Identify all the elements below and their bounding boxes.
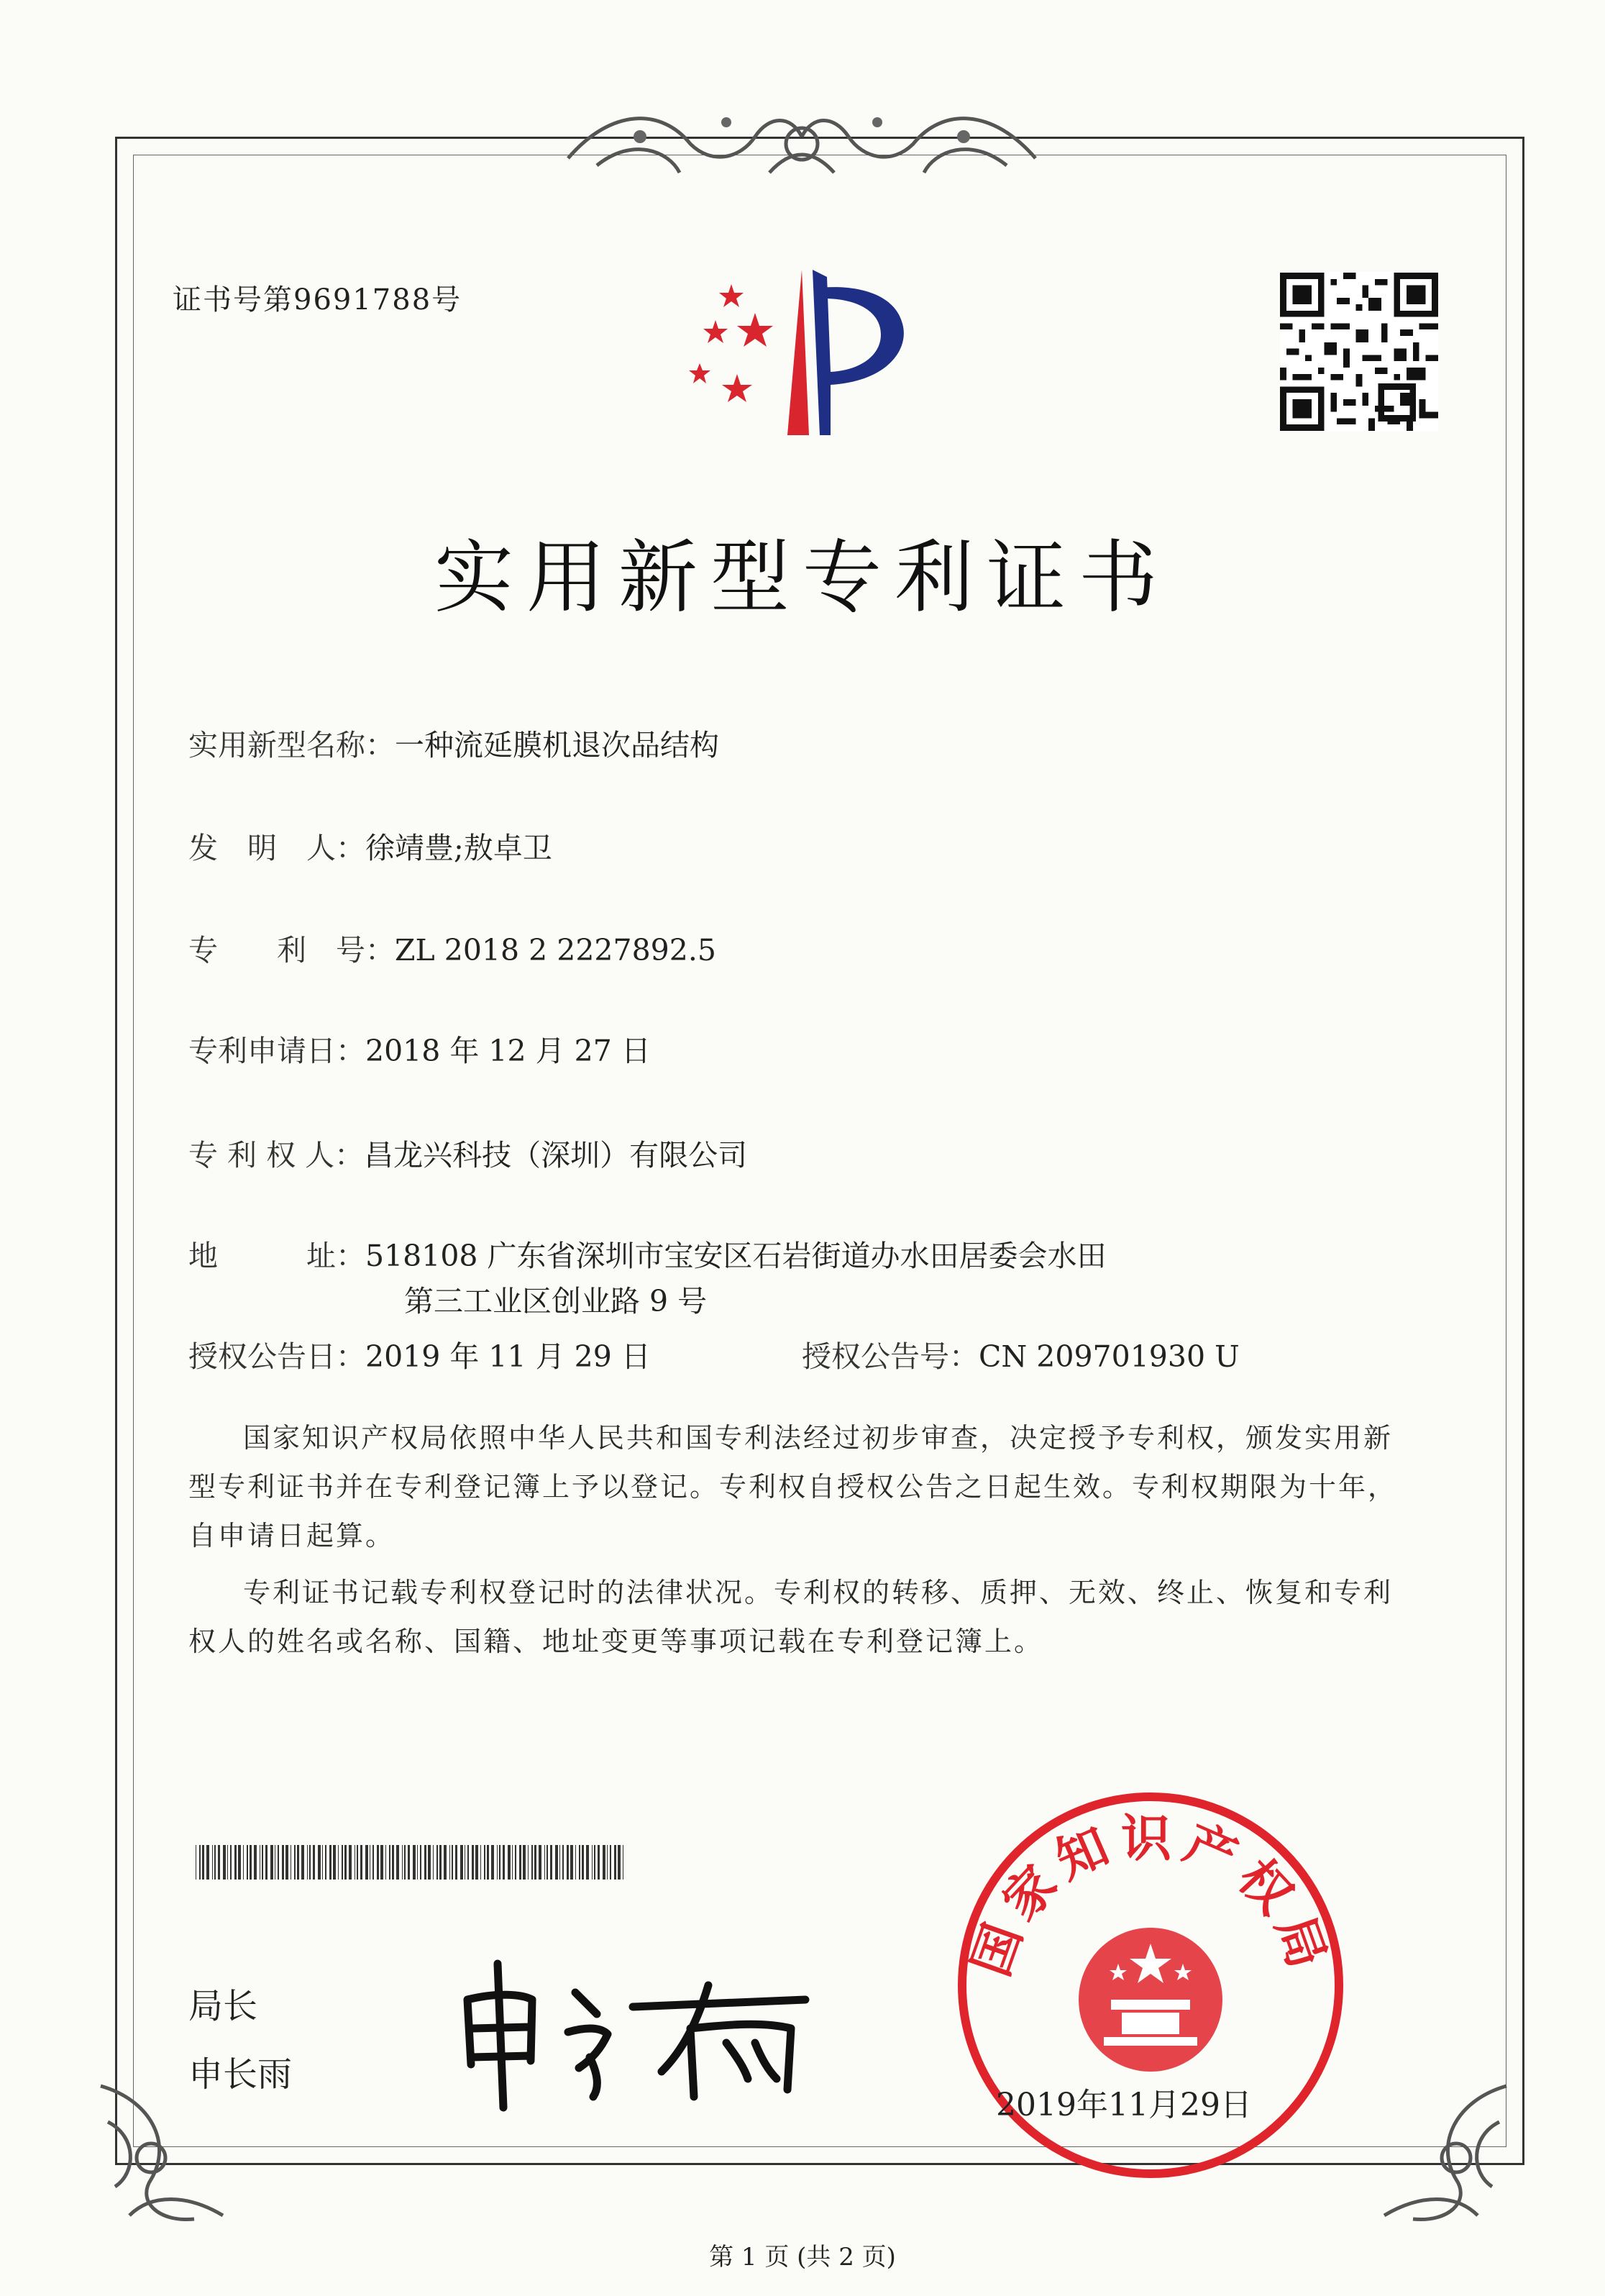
barcode-bar: [598, 1845, 600, 1880]
barcode-bar: [357, 1845, 358, 1880]
barcode-bar: [603, 1845, 605, 1880]
barcode-bar: [433, 1845, 434, 1880]
barcode-bar: [539, 1845, 541, 1880]
barcode-bar: [515, 1845, 516, 1880]
barcode-bar: [428, 1845, 431, 1880]
director-name: 申长雨: [188, 2054, 293, 2095]
field-announcement-number: [802, 1334, 1240, 1379]
field-value: 2018 年 12 月 27 日: [365, 1034, 651, 1068]
barcode-bar: [307, 1845, 308, 1880]
barcode-bar: [297, 1845, 299, 1880]
seal-text: 国家知识产权局: [961, 1808, 1340, 1984]
field-patent-number: [188, 928, 716, 972]
bottom-left-ornament-icon: [86, 2072, 244, 2237]
certificate-number: 证书号第9691788号: [173, 283, 462, 316]
field-value-line2: 第三工业区创业路 9 号: [404, 1284, 708, 1318]
barcode-bar: [455, 1845, 457, 1880]
barcode-bar: [534, 1845, 536, 1880]
field-announcement-date: [188, 1334, 651, 1379]
field-label: 专 利 权 人：: [188, 1138, 365, 1172]
field-utility-model-name: [188, 723, 719, 767]
barcode-bar: [309, 1845, 311, 1880]
body-paragraph-1: 国家知识产权局依照中华人民共和国专利法经过初步审查，决定授予专利权，颁发实用新型专利证书并在专利登记簿上予以登记。专利权自授权公告之日起生效。专利权期限为十年，自申请日起算。: [188, 1422, 1398, 1552]
barcode-bar: [413, 1845, 416, 1880]
qr-code: [1280, 272, 1438, 432]
seal-date: 2019年11月29日: [996, 2087, 1252, 2123]
barcode-bar: [234, 1845, 237, 1880]
field-patentee: [188, 1133, 747, 1177]
barcode-bar: [214, 1845, 216, 1880]
barcode-bar: [475, 1845, 478, 1880]
field-address-line2: [404, 1279, 707, 1324]
barcode-bar: [377, 1845, 379, 1880]
barcode-bar: [444, 1845, 447, 1880]
barcode-bar: [550, 1845, 552, 1880]
barcode-bar: [294, 1845, 296, 1880]
patent-office-emblem-icon: [687, 255, 931, 450]
barcode-bar: [278, 1845, 279, 1880]
barcode-bar: [449, 1845, 450, 1880]
barcode-bar: [372, 1845, 374, 1880]
barcode-bar: [452, 1845, 453, 1880]
barcode-bar: [265, 1845, 268, 1880]
barcode-bar: [325, 1845, 326, 1880]
barcode-bar: [365, 1845, 368, 1880]
barcode-bar: [385, 1845, 386, 1880]
director-title: 局长: [188, 1986, 258, 2026]
barcode-bar: [360, 1845, 362, 1880]
field-value: 一种流延膜机退次品结构: [395, 728, 719, 762]
barcode-bar: [439, 1845, 442, 1880]
field-value: CN 209701930 U: [979, 1339, 1240, 1374]
barcode-bar: [322, 1845, 323, 1880]
barcode-bar: [408, 1845, 410, 1880]
field-value-line1: 518108 广东省深圳市宝安区石岩街道办水田居委会水田: [365, 1239, 1107, 1273]
barcode-bar: [199, 1845, 201, 1880]
barcode-bar: [206, 1845, 209, 1880]
barcode-bar: [318, 1845, 321, 1880]
field-value: 昌龙兴科技（深圳）有限公司: [364, 1138, 748, 1172]
director-signature: [453, 1942, 827, 2115]
field-label: 授权公告号：: [802, 1339, 979, 1374]
barcode-bar: [503, 1845, 505, 1880]
barcode-bar: [404, 1845, 406, 1880]
barcode-bar: [586, 1845, 589, 1880]
bottom-right-ornament-icon: [1363, 2072, 1521, 2237]
barcode-bar: [230, 1845, 232, 1880]
barcode-bar: [562, 1845, 564, 1880]
body-paragraph-2: 专利证书记载专利权登记时的法律状况。专利权的转移、质押、无效、终止、恢复和专利权人的姓名或名称、国籍、地址变更等事项记载在专利登记簿上。: [188, 1577, 1394, 1657]
field-inventor: [188, 826, 552, 870]
barcode-bar: [262, 1845, 263, 1880]
barcode-bar: [392, 1845, 394, 1880]
barcode-bar: [594, 1845, 595, 1880]
barcode-bar: [508, 1845, 511, 1880]
barcode-bar: [499, 1845, 500, 1880]
barcode-bar: [342, 1845, 343, 1880]
barcode-bar: [531, 1845, 533, 1880]
barcode-bar: [380, 1845, 383, 1880]
barcode-bar: [614, 1845, 616, 1880]
barcode-bar: [333, 1845, 336, 1880]
barcode-bar: [227, 1845, 228, 1880]
barcode-bar: [544, 1845, 545, 1880]
barcode-bar: [254, 1845, 257, 1880]
barcode-bar: [313, 1845, 315, 1880]
barcode-bar: [618, 1845, 621, 1880]
field-label: 实用新型名称：: [188, 728, 395, 762]
barcode-bar: [349, 1845, 352, 1880]
barcode-bar: [282, 1845, 284, 1880]
barcode-bar: [607, 1845, 608, 1880]
page-number-footer: 第 1 页 (共 2 页): [709, 2243, 896, 2272]
barcode-bar: [582, 1845, 584, 1880]
barcode-bar: [570, 1845, 573, 1880]
barcode-bar: [218, 1845, 220, 1880]
barcode-bar: [519, 1845, 521, 1880]
barcode-bar: [436, 1845, 438, 1880]
field-label: 地 址：: [188, 1239, 365, 1273]
top-ornament-icon: [554, 94, 1050, 187]
barcode-bar: [559, 1845, 560, 1880]
barcode-bar: [512, 1845, 513, 1880]
barcode-bar: [420, 1845, 421, 1880]
barcode-bar: [247, 1845, 248, 1880]
barcode-bar: [338, 1845, 339, 1880]
barcode-bar: [523, 1845, 526, 1880]
barcode-bar: [555, 1845, 558, 1880]
field-label: 授权公告日：: [188, 1339, 365, 1374]
barcode-bar: [484, 1845, 485, 1880]
barcode-bar: [567, 1845, 569, 1880]
barcode-bar: [212, 1845, 213, 1880]
barcode-bar: [575, 1845, 576, 1880]
barcode-bar: [579, 1845, 580, 1880]
field-value: 2019 年 11 月 29 日: [365, 1339, 651, 1374]
barcode-bar: [472, 1845, 474, 1880]
barcode-bar: [344, 1845, 347, 1880]
barcode-bar: [202, 1845, 204, 1880]
barcode-bar: [460, 1845, 463, 1880]
barcode-bar: [480, 1845, 481, 1880]
barcode-bar: [491, 1845, 494, 1880]
barcode-bar: [402, 1845, 403, 1880]
field-address: [188, 1234, 1107, 1278]
field-label: 专利申请日：: [188, 1034, 365, 1068]
barcode-bar: [417, 1845, 418, 1880]
field-value: 徐靖豊;敖卓卫: [365, 831, 552, 865]
barcode-bar: [285, 1845, 288, 1880]
barcode-bar: [238, 1845, 241, 1880]
barcode-bar: [467, 1845, 469, 1880]
barcode-bar: [424, 1845, 426, 1880]
field-label: 专 利 号：: [188, 933, 395, 967]
barcode-bar: [223, 1845, 226, 1880]
barcode-bar: [250, 1845, 252, 1880]
barcode-bar: [487, 1845, 489, 1880]
official-seal: [949, 1784, 1352, 2187]
barcode-bar: [301, 1845, 304, 1880]
barcode-bar: [592, 1845, 593, 1880]
certificate-title: 实用新型专利证书: [434, 532, 1171, 624]
barcode-bar: [497, 1845, 498, 1880]
field-value: ZL 2018 2 2227892.5: [395, 933, 716, 967]
barcode-bar: [243, 1845, 244, 1880]
barcode-bar: [610, 1845, 611, 1880]
barcode-bar: [329, 1845, 331, 1880]
barcode-bar: [270, 1845, 273, 1880]
barcode-bar: [528, 1845, 529, 1880]
barcode: [196, 1845, 627, 1880]
field-label: 发 明 人：: [188, 831, 365, 865]
field-application-date: [188, 1029, 651, 1073]
barcode-bar: [389, 1845, 390, 1880]
barcode-bar: [396, 1845, 399, 1880]
barcode-bar: [547, 1845, 548, 1880]
